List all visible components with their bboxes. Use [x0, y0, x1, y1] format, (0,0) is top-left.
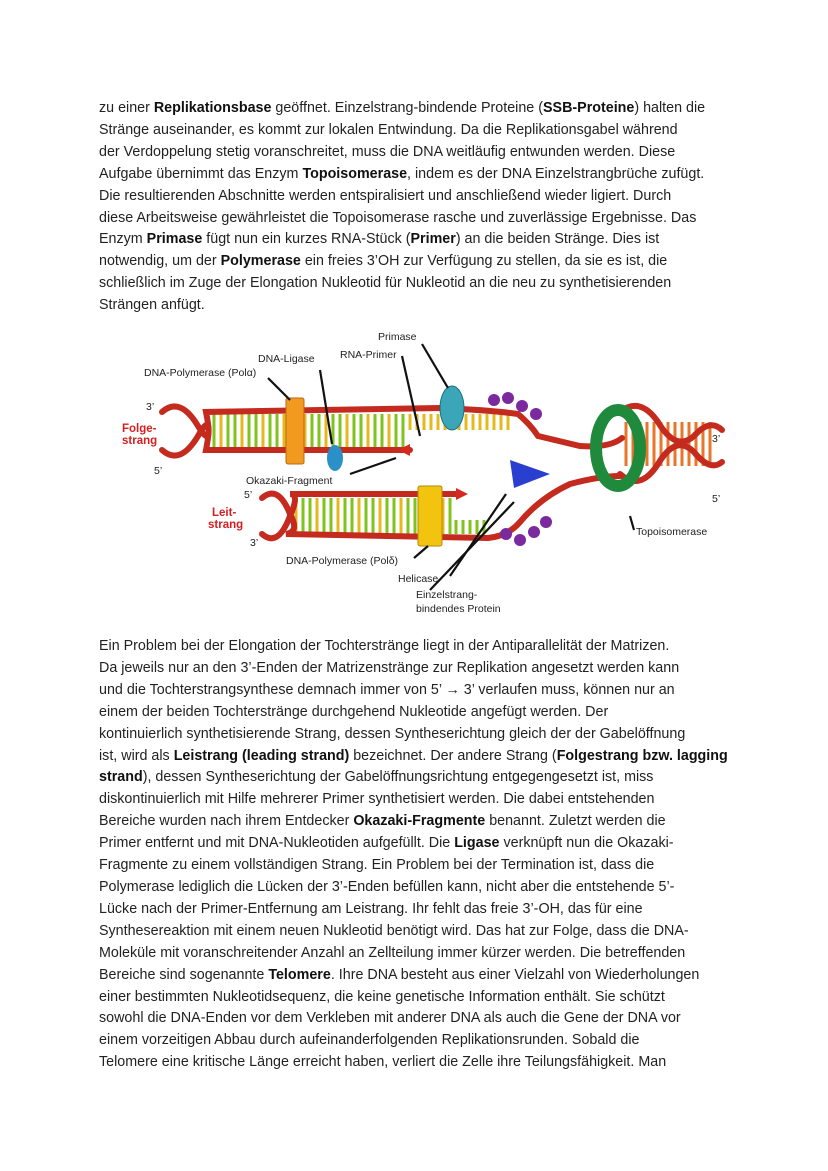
text-run: einem der beiden Tochterstränge durchgehend Nukleotide angefügt werden. Der	[99, 703, 609, 720]
pointer-lines	[268, 344, 634, 590]
text-run: bezeichnet. Der andere Strang (	[349, 747, 557, 764]
text-run: , indem es der DNA Einzelstrangbrüche zufügt.	[407, 165, 705, 182]
text-line	[99, 1030, 739, 1052]
text-line	[99, 636, 739, 658]
text-run: notwendig, um der	[99, 253, 221, 270]
text-run: geöffnet. Einzelstrang-bindende Proteine (	[271, 100, 543, 116]
text-run: ein freies 3’OH zur Verfügung zu stellen, da sie es ist, die	[300, 253, 668, 270]
ssb-protein	[530, 408, 542, 420]
text-run: ist, wird als	[99, 747, 174, 764]
text-run: Lücke nach der Primer-Entfernung am Leistrang. Ihr fehlt das freie 3’-OH, das für eine	[99, 900, 643, 917]
label-5prime-right: 5’	[712, 493, 721, 505]
label-ssb-line1: Einzelstrang-	[416, 589, 478, 601]
dna-ligase	[327, 445, 343, 471]
text-run: Primer entfernt und mit DNA-Nukleotiden aufgefüllt. Die	[99, 835, 455, 852]
label-3prime-top: 3’	[146, 401, 155, 413]
text-line	[99, 855, 739, 877]
bold-term: Ligase	[454, 835, 500, 852]
text-run: Stränge auseinander, es kommt zur lokalen Entwindung. Da die Replikationsgabel während	[99, 121, 678, 138]
bold-term: Leistrang (leading strand)	[173, 747, 350, 764]
text-line	[99, 273, 739, 295]
text-run: ) an die beiden Stränge. Dies ist	[455, 231, 660, 248]
text-line	[99, 120, 739, 142]
text-run: Bereiche wurden nach ihrem Entdecker	[99, 813, 354, 830]
text-line	[99, 877, 739, 899]
text-run: diese Arbeitsweise gewährleistet die Topoisomerase rasche und zuverlässige Ergebnisse. Das	[99, 209, 697, 226]
text-run: Ein Problem bei der Elongation der Tochterstränge liegt in der Antiparallelität der Matrizen.	[99, 638, 670, 654]
lagging-strand-duplex	[162, 406, 622, 455]
helicase	[510, 460, 550, 488]
text-run: Die resultierenden Abschnitte werden entspiralisiert und anschließend wieder ligiert. Durch	[99, 187, 672, 204]
label-3prime-right: 3’	[712, 433, 721, 445]
text-run: diskontinuierlich mit Hilfe mehrerer Primer synthetisiert werden. Die dabei entstehenden	[99, 791, 655, 808]
text-run: Synthesereaktion mit einem neuen Nukleotid benötigt wird. Das hat zur Folge, dass die DNA-	[99, 922, 689, 939]
label-dna-ligase: DNA-Ligase	[258, 353, 315, 365]
label-leitstrang-2: strang	[208, 519, 244, 531]
text-line	[99, 680, 739, 702]
text-line	[99, 965, 739, 987]
label-primase: Primase	[378, 331, 417, 343]
ssb-protein	[488, 394, 500, 406]
text-line	[99, 164, 739, 186]
text-run: der Verdoppelung stetig voranschreitet, muss die DNA weitläufig entwunden werden. Diese	[99, 143, 676, 160]
label-5prime-top: 5’	[154, 465, 163, 477]
primase	[440, 386, 464, 430]
text-line	[99, 295, 739, 317]
body-paragraph	[99, 636, 739, 1074]
bold-term: strand	[99, 769, 143, 786]
text-run: kontinuierlich synthetisierende Strang, dessen Syntheserichtung gleich der der Gabelöffnung	[99, 725, 686, 742]
text-run: Aufgabe übernimmt das Enzym	[99, 165, 303, 182]
bold-term: Primer	[410, 231, 456, 248]
ssb-protein	[516, 400, 528, 412]
text-run: Moleküle mit voranschreitender Anzahl an Zellteilung immer kürzer werden. Die betreffenden	[99, 944, 686, 961]
text-run: Bereiche sind sogenannte	[99, 966, 269, 983]
text-line	[99, 767, 739, 789]
text-line	[99, 833, 739, 855]
bold-term: Folgestrang bzw. lagging	[556, 747, 728, 764]
bold-term: SSB-Proteine	[543, 100, 635, 116]
ssb-protein	[540, 516, 552, 528]
text-run: Fragmente zu einem vollständigen Strang. Ein Problem bei der Termination ist, dass die	[99, 857, 655, 874]
dna-polymerase-delta	[418, 486, 442, 546]
bold-term: Replikationsbase	[153, 100, 272, 116]
ssb-protein	[500, 528, 512, 540]
ssb-protein	[502, 392, 514, 404]
text-run: ), dessen Syntheserichtung der Gabelöffnungsrichtung entgegengesetzt ist, miss	[142, 769, 654, 786]
text-line	[99, 921, 739, 943]
label-topoisomerase: Topoisomerase	[636, 526, 708, 538]
label-dna-polymerase-delta: DNA-Polymerase (Polδ)	[286, 555, 399, 567]
intro-paragraph	[99, 98, 739, 317]
label-folgestrang-1: Folge-	[122, 423, 157, 435]
dna-polymerase-alpha	[286, 398, 304, 464]
text-run: verknüpft nun die Okazaki-	[499, 835, 674, 852]
text-run: benannt. Zuletzt werden die	[485, 813, 666, 830]
label-rna-primer: RNA-Primer	[340, 349, 397, 361]
text-line	[99, 1008, 739, 1030]
text-line	[99, 208, 739, 230]
text-line	[99, 899, 739, 921]
text-line	[99, 943, 739, 965]
bold-term: Polymerase	[220, 253, 301, 270]
ssb-protein	[514, 534, 526, 546]
label-5prime-leit: 5’	[244, 489, 253, 501]
text-line	[99, 142, 739, 164]
label-ssb-line2: bindendes Protein	[416, 603, 501, 615]
text-line	[99, 229, 739, 251]
label-leitstrang-1: Leit-	[212, 507, 237, 519]
bold-term: Okazaki-Fragmente	[353, 813, 486, 830]
label-folgestrang-2: strang	[122, 435, 158, 447]
ssb-protein	[528, 526, 540, 538]
text-run: sowohl die DNA-Enden vor dem Verkleben mit anderer DNA als auch die Gene der DNA vor	[99, 1010, 681, 1027]
text-run: Enzym	[99, 231, 147, 248]
text-line	[99, 658, 739, 680]
text-line	[99, 186, 739, 208]
text-run: fügt nun ein kurzes RNA-Stück (	[202, 231, 411, 248]
text-line	[99, 746, 739, 768]
label-okazaki-fragment: Okazaki-Fragment	[246, 475, 333, 487]
text-run: . Ihre DNA besteht aus einer Vielzahl von Wiederholungen	[330, 966, 700, 983]
text-run: zu einer	[99, 100, 154, 116]
label-dna-polymerase-alpha: DNA-Polymerase (Polα)	[144, 367, 257, 379]
text-line	[99, 98, 739, 120]
text-run: einem vorzeitigen Abbau durch aufeinanderfolgenden Replikationsrunden. Sobald die	[99, 1032, 640, 1049]
bold-term: Primase	[146, 231, 203, 248]
text-line	[99, 1052, 739, 1074]
text-line	[99, 724, 739, 746]
text-run: und die Tochterstrangsynthese demnach immer von 5’ → 3’ verlaufen muss, können nur an	[99, 681, 675, 698]
text-run: Telomere eine kritische Länge erreicht haben, verliert die Zelle ihre Teilungsfähigkeit. Man	[99, 1054, 667, 1071]
label-3prime-leit: 3’	[250, 537, 259, 549]
label-helicase: Helicase	[398, 573, 439, 585]
text-run: schließlich im Zuge der Elongation Nukleotid für Nukleotid an die neu zu synthetisierenden	[99, 275, 672, 292]
text-line	[99, 811, 739, 833]
text-line	[99, 702, 739, 724]
text-run: ) halten die	[634, 100, 706, 116]
text-line	[99, 789, 739, 811]
text-run: Da jeweils nur an den 3’-Enden der Matrizenstränge zur Replikation angesetzt werden kann	[99, 659, 680, 676]
text-run: einer bestimmten Nukleotidsequenz, die keine genetische Information enthält. Sie schützt	[99, 988, 665, 1005]
text-run: Polymerase lediglich die Lücken der 3’-Enden befüllen kann, nicht aber die entstehende 5’-	[99, 878, 675, 895]
text-run: Strängen anfügt.	[99, 297, 205, 314]
bold-term: Topoisomerase	[302, 165, 408, 182]
dna-replication-diagram	[110, 326, 730, 622]
text-line	[99, 251, 739, 273]
text-line	[99, 987, 739, 1009]
bold-term: Telomere	[268, 966, 331, 983]
